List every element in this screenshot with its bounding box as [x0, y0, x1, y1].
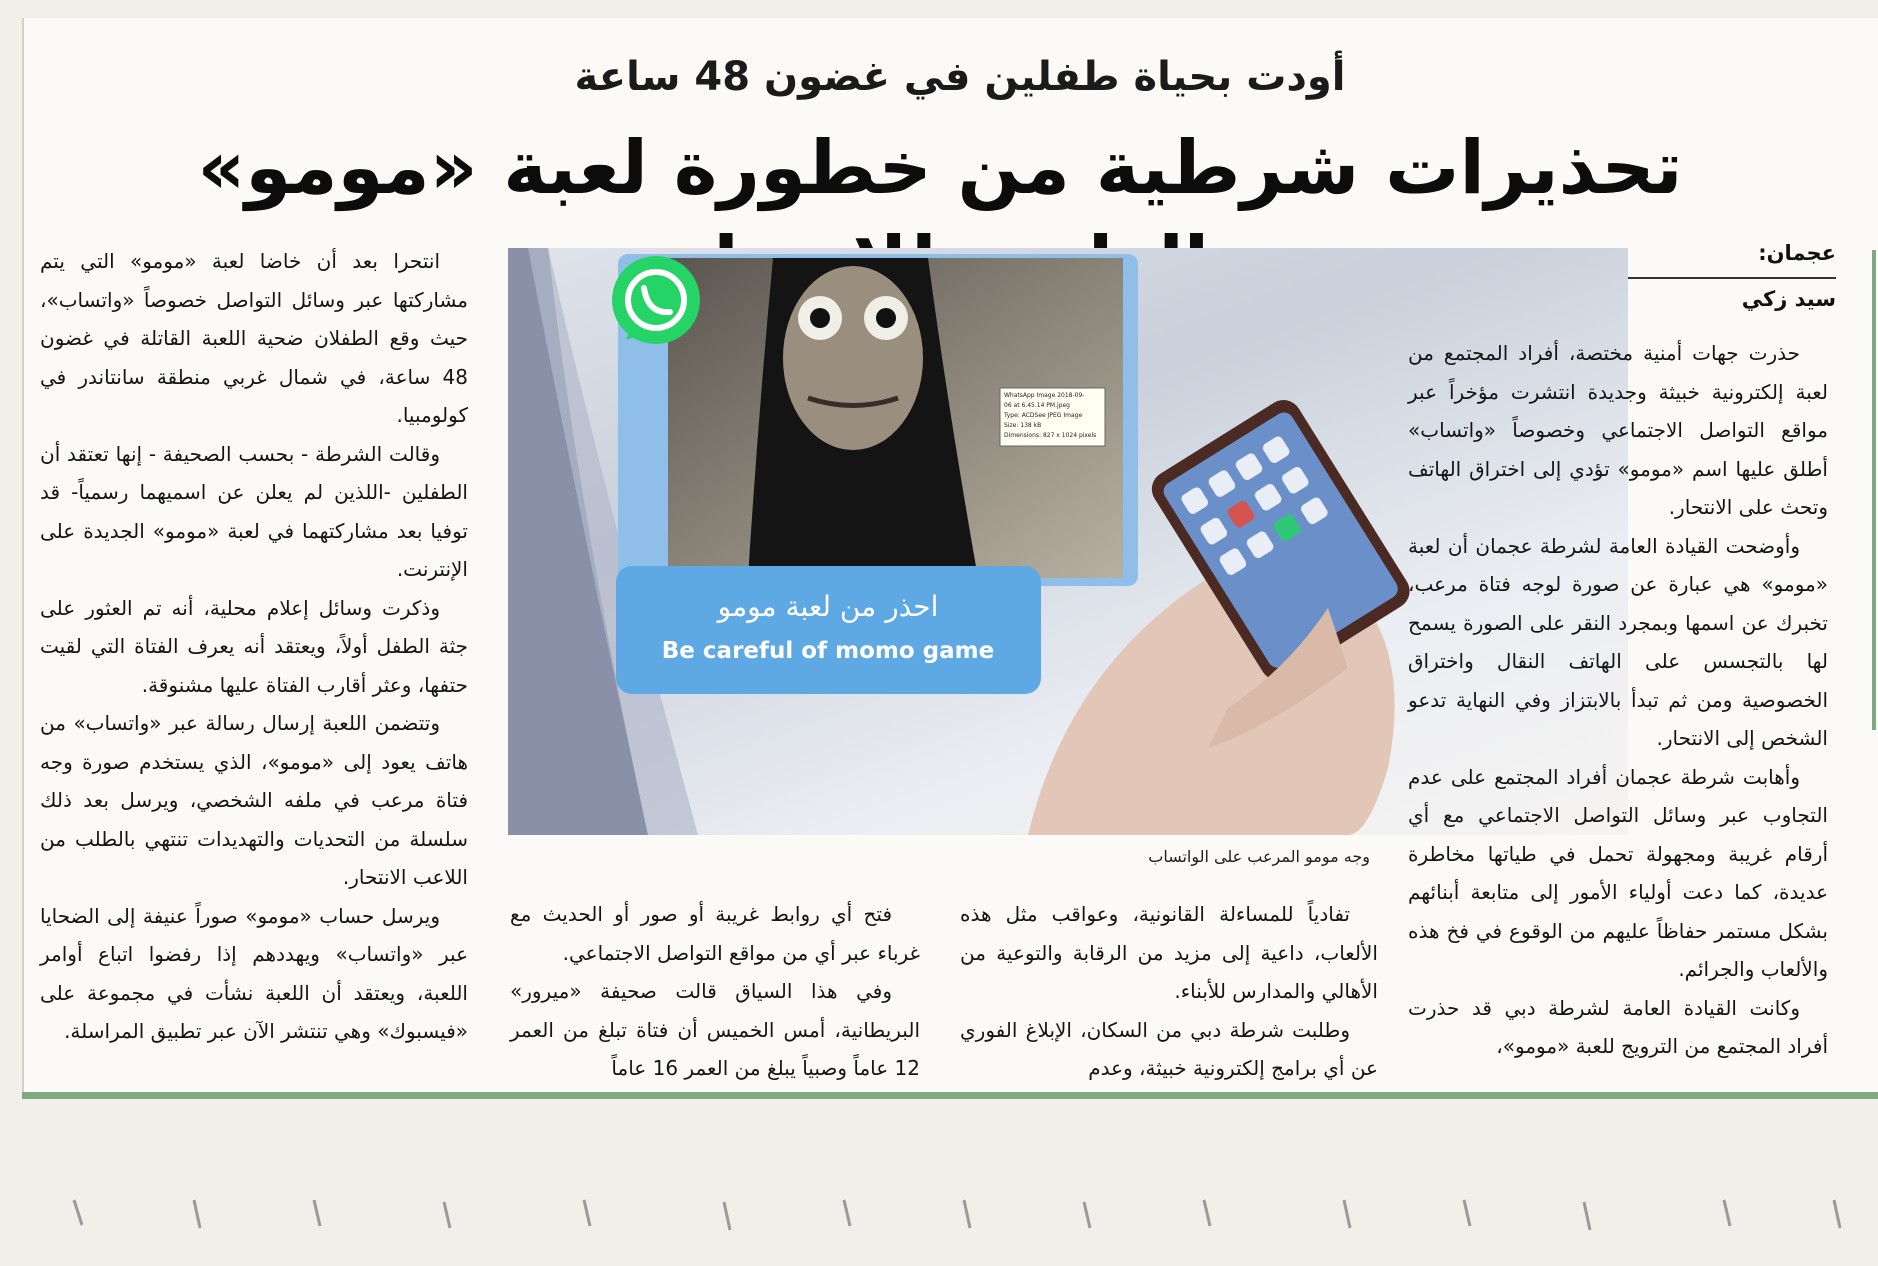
banner-arabic-text: احذر من لعبة مومو: [717, 590, 939, 623]
warning-banner: [616, 566, 1041, 694]
paragraph: وفي هذا السياق قالت صحيفة «ميرور» البريطانية، أمس الخميس أن فتاة تبلغ من العمر 12 عاماً وصبياً يبلغ من العمر 16 عاماً: [510, 979, 920, 1080]
whatsapp-icon: [612, 256, 700, 344]
paragraph: وتتضمن اللعبة إرسال رسالة عبر «واتساب» من هاتف يعود إلى «مومو»، الذي يستخدم صورة وجه فتاة مرعب في ملفه الشخصي، ويرسل بعد ذلك سلسلة من التحديات والتهديدات تنتهي بالطلب من اللاعب الانتحار.: [40, 711, 468, 889]
file-info-line: Type: ACDSee JPEG Image: [1004, 412, 1083, 419]
paragraph: وقالت الشرطة - بحسب الصحيفة - إنها تعتقد أن الطفلين -اللذين لم يعلن عن اسميهما رسمياً- قد توفيا بعد مشاركتهما في لعبة «مومو» الجديدة على الإنترنت.: [40, 441, 468, 581]
paragraph: وطلبت شرطة دبي من السكان، الإبلاغ الفوري عن أي برامج إلكترونية خبيثة، وعدم: [960, 1017, 1378, 1080]
figure-face: [783, 266, 923, 450]
page-bottom-rule: [22, 1092, 1878, 1099]
deckline: أودت بحياة طفلين في غضون 48 ساعة: [574, 54, 1346, 100]
article-column-right: [1408, 334, 1828, 1066]
paragraph: وأوضحت القيادة العامة لشرطة عجمان أن لعبة «مومو» هي عبارة عن صورة لوجه فتاة مرعب، تخبرك عن اسمها وبمجرد النقر على الصورة يسمح لها بالتجسس على الهاتف النقال واختراق الخصوصية ومن ثم تبدأ بالابتزاز وفي النهاية تدعو الشخص إلى الانتحار.: [1408, 533, 1828, 750]
banner-english-text: Be careful of momo game: [661, 638, 995, 664]
paragraph: تفادياً للمساءلة القانونية، وعواقب مثل هذه الألعاب، داعية إلى مزيد من الرقابة والتوعية من الأهالي والمدارس للأبناء.: [960, 902, 1378, 1003]
dateline: عجمان:: [1758, 241, 1836, 265]
paragraph: وكانت القيادة العامة لشرطة دبي قد حذرت أفراد المجتمع من الترويج للعبة «مومو»،: [1408, 995, 1828, 1058]
article-column-bottom-left: [510, 895, 920, 1088]
paragraph: ويرسل حساب «مومو» صوراً عنيفة إلى الضحايا عبر «واتساب» ويهددهم إذا رفضوا اتباع أوامر اللعبة، ويعتقد أن اللعبة نشأت في مجموعة على «فيسبوك» وهي تنتشر الآن عبر تطبيق المراسلة.: [40, 903, 468, 1043]
article-column-left: [40, 242, 468, 1051]
paragraph: حذرت جهات أمنية مختصة، أفراد المجتمع من لعبة إلكترونية خبيثة وجديدة انتشرت مؤخراً عبر مواقع التواصل الاجتماعي وخصوصاً «واتساب» أطلق عليها اسم «مومو» تؤدي إلى اختراق الهاتف وتحث على الانتحار.: [1408, 341, 1828, 519]
scan-margin-marks: [24, 1190, 1874, 1250]
photo-caption: وجه مومو المرعب على الواتساب: [1148, 847, 1370, 866]
file-info-line: 06 at 6.45.14 PM.jpeg: [1004, 402, 1070, 409]
file-info-line: Size: 138 kB: [1004, 422, 1042, 429]
headline: تحذيرات شرطية من خطورة لعبة «مومو»: [197, 125, 1683, 211]
file-info-line: Dimensions: 827 x 1024 pixels: [1004, 432, 1097, 439]
paragraph: فتح أي روابط غريبة أو صور أو الحديث مع غرباء عبر أي من مواقع التواصل الاجتماعي.: [510, 902, 920, 965]
paragraph: وأهابت شرطة عجمان أفراد المجتمع على عدم التجاوب عبر وسائل التواصل الاجتماعي مع أي أرقام غريبة ومجهولة تحمل في طياتها مخاطرة عديدة، كما دعت أولياء الأمور إلى متابعة أبنائهم بشكل مستمر حفاظاً عليهم من الوقوع في فخ هذه والألعاب والجرائم.: [1408, 764, 1828, 981]
paragraph: وذكرت وسائل إعلام محلية، أنه تم العثور على جثة الطفل أولاً، ويعتقد أنه يعرف الفتاة التي لقيت حتفها، وعثر أقارب الفتاة عليها مشنوقة.: [40, 595, 468, 697]
column-rule-right: [1872, 250, 1876, 730]
file-info-line: WhatsApp Image 2018-09-: [1004, 392, 1085, 399]
paragraph: انتحرا بعد أن خاضا لعبة «مومو» التي يتم مشاركتها عبر وسائل التواصل خصوصاً «واتساب»، حيث وقع الطفلان ضحية اللعبة القاتلة في غضون 48 ساعة، في شمال غربي منطقة سانتاندر في كولومبيا.: [40, 249, 468, 427]
article-column-bottom-right: [960, 895, 1378, 1088]
byline: سيد زكي: [1741, 287, 1836, 311]
